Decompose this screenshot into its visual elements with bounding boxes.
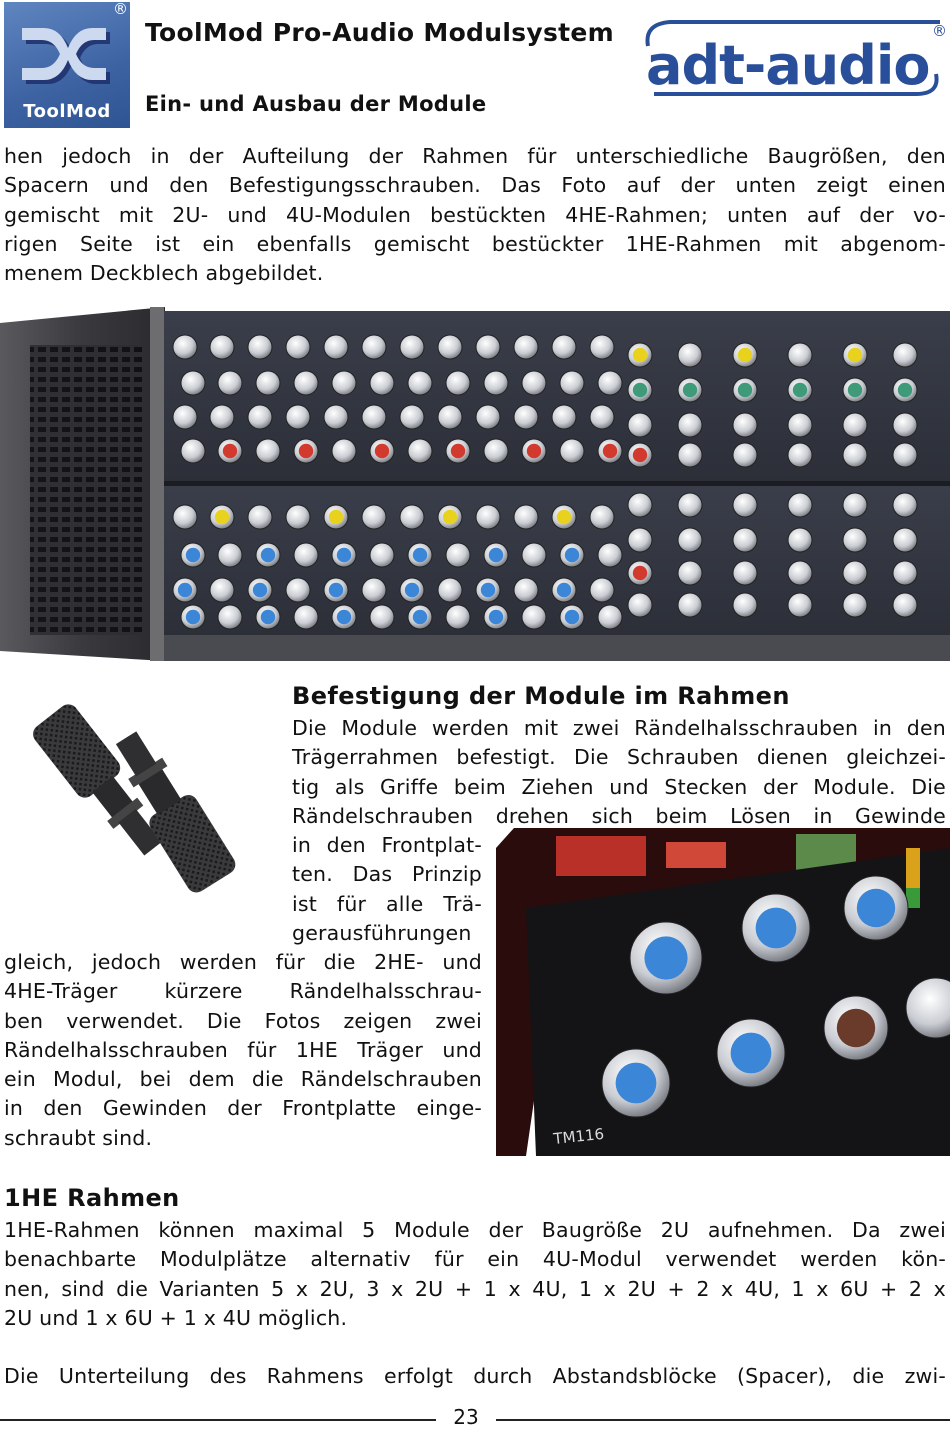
knob [590, 578, 614, 602]
knob [843, 593, 867, 617]
knob-cap [848, 383, 862, 397]
knob [522, 371, 546, 395]
knob [370, 543, 394, 567]
text-line: gemischt mit 2U- und 4U-Modulen bestückten 4HE-Rahmen; unten auf der vo- [4, 202, 946, 227]
knob-cap [215, 510, 229, 524]
knob [210, 335, 234, 359]
header-subtitle: Ein- und Ausbau der Module [145, 92, 487, 116]
knob-cap [261, 548, 275, 562]
knob [476, 405, 500, 429]
knob [843, 561, 867, 585]
header-title: ToolMod Pro-Audio Modulsystem [145, 18, 615, 47]
text-line: 4HE-Träger kürzere Rändelhalsschrau- [4, 979, 482, 1004]
knob [514, 335, 538, 359]
toolmod-wordmark: ToolMod [23, 101, 111, 122]
knob [788, 413, 812, 437]
text-line: Die Module werden mit zwei Rändelhalsschrauben in den [292, 716, 946, 740]
knob [678, 343, 702, 367]
knob [893, 443, 917, 467]
text-line: nen, sind die Varianten 5 x 2U, 3 x 2U + 1 x 4U, 1 x 2U + 2 x 4U, 1 x 6U + 2 x [4, 1276, 946, 1301]
knob-cap [857, 889, 895, 927]
rahmen-paragraph-2 [4, 1362, 946, 1391]
knob-cap [557, 583, 571, 597]
knob [256, 439, 280, 463]
knob [173, 335, 197, 359]
knob-cap [178, 583, 192, 597]
knob [678, 443, 702, 467]
knob-cap [557, 510, 571, 524]
knob [733, 528, 757, 552]
knob-cap [565, 548, 579, 562]
text-line: ein Modul, bei dem die Rändelschrauben [4, 1067, 482, 1092]
knob [733, 593, 757, 617]
text-line: rigen Seite ist ein ebenfalls gemischt bestückter 1HE-Rahmen mit abgenom- [4, 231, 946, 256]
knob [256, 371, 280, 395]
fixing-paragraph-narrow [292, 831, 482, 948]
knob [294, 605, 318, 629]
toolmod-emblem-icon [4, 2, 130, 102]
registered-mark: ® [113, 0, 128, 18]
knob-cap [489, 610, 503, 624]
fixing-paragraph-wide [292, 714, 946, 831]
knob-cap [644, 936, 687, 979]
knob-cap [223, 444, 237, 458]
knob [218, 543, 242, 567]
rahmen-paragraph [4, 1216, 946, 1333]
knob-cap [451, 444, 465, 458]
knob [248, 505, 272, 529]
knob-cap [603, 444, 617, 458]
knob-cap [337, 548, 351, 562]
knob [893, 593, 917, 617]
rack-frame-photo [0, 305, 950, 663]
knob [370, 605, 394, 629]
knob-cap [565, 610, 579, 624]
section-heading-fixing: Befestigung der Module im Rahmen [292, 682, 790, 710]
knob [294, 543, 318, 567]
knob-cap [633, 566, 647, 580]
knob [218, 371, 242, 395]
text-line: ben verwendet. Die Fotos zeigen zwei [4, 1008, 482, 1033]
knob [286, 335, 310, 359]
knob [446, 605, 470, 629]
knob [733, 413, 757, 437]
knob-cap [898, 383, 912, 397]
knob [788, 443, 812, 467]
knob [893, 413, 917, 437]
text-line: menem Deckblech abgebildet. [4, 261, 324, 286]
text-line: Spacern und den Befestigungsschrauben. Das Foto auf der unten zeigt einen [4, 173, 946, 198]
knob-cap [738, 348, 752, 362]
knob-cap [738, 383, 752, 397]
knob [446, 543, 470, 567]
knob-cap [375, 444, 389, 458]
knob [514, 505, 538, 529]
module-label: TM116 [552, 1124, 605, 1148]
knob [522, 543, 546, 567]
text-line: in den Frontplat- [292, 833, 482, 857]
knob-cap [261, 610, 275, 624]
knob [598, 371, 622, 395]
knob [484, 371, 508, 395]
knob [173, 405, 197, 429]
knob-cap [413, 548, 427, 562]
knob [446, 371, 470, 395]
knob [678, 528, 702, 552]
text-line: ist für alle Trä- [292, 891, 482, 916]
text-line: schraubt sind. [4, 1125, 153, 1150]
knob [628, 528, 652, 552]
knob-cap [253, 583, 267, 597]
knob [733, 493, 757, 517]
knob [332, 371, 356, 395]
adt-audio-wordmark: adt-audio [646, 34, 930, 97]
knob [843, 493, 867, 517]
knob [438, 335, 462, 359]
knob-cap [683, 383, 697, 397]
knob [590, 505, 614, 529]
registered-mark-right: ® [932, 22, 947, 40]
knob [362, 335, 386, 359]
knob-cap [413, 610, 427, 624]
knob [400, 505, 424, 529]
knob [893, 343, 917, 367]
knob [514, 405, 538, 429]
knob [484, 439, 508, 463]
knob-cap [329, 583, 343, 597]
knob [362, 578, 386, 602]
knob [788, 343, 812, 367]
knurled-screws-photo [18, 700, 280, 925]
knob [893, 561, 917, 585]
knob [843, 528, 867, 552]
text-line: benachbarte Modulplätze alternativ für ein 4U-Modul verwendet werden kön- [4, 1247, 946, 1272]
knob [181, 439, 205, 463]
knob-cap [329, 510, 343, 524]
knob-cap [481, 583, 495, 597]
page-number: 23 [453, 1405, 479, 1429]
knob [788, 493, 812, 517]
knob [324, 335, 348, 359]
knob [560, 371, 584, 395]
knob [324, 405, 348, 429]
knob-cap [793, 383, 807, 397]
knob-cap [337, 610, 351, 624]
knob [590, 335, 614, 359]
knob [514, 578, 538, 602]
toolmod-logo [4, 2, 130, 128]
knob [678, 413, 702, 437]
knob [788, 561, 812, 585]
text-line: Die Unterteilung des Rahmens erfolgt durch Abstandsblöcke (Spacer), die zwi- [4, 1364, 946, 1388]
knob-cap [756, 908, 797, 949]
knob [294, 371, 318, 395]
knob-cap [633, 448, 647, 462]
knob-cap [527, 444, 541, 458]
text-line: Rändelschrauben drehen sich beim Lösen in Gewinde [292, 803, 946, 828]
knob [598, 543, 622, 567]
knob [438, 578, 462, 602]
text-line: 2U und 1 x 6U + 1 x 4U möglich. [4, 1305, 348, 1330]
knob [181, 371, 205, 395]
knob [286, 578, 310, 602]
knob-cap [443, 510, 457, 524]
knob-cap [731, 1033, 772, 1074]
knob [362, 405, 386, 429]
knob [893, 493, 917, 517]
knob [476, 505, 500, 529]
knob [408, 439, 432, 463]
module-closeup-photo [496, 828, 950, 1156]
text-line: ten. Das Prinzip [292, 862, 482, 887]
knob [628, 413, 652, 437]
intro-paragraph [4, 142, 946, 288]
text-line: in den Gewinden der Frontplatte einge- [4, 1096, 482, 1121]
knob [678, 493, 702, 517]
knob [522, 605, 546, 629]
fixing-paragraph-left [4, 948, 482, 1153]
knob [590, 405, 614, 429]
knob-cap [405, 583, 419, 597]
knob [210, 405, 234, 429]
knob [286, 405, 310, 429]
text-line: hen jedoch in der Aufteilung der Rahmen für unterschiedliche Baugrößen, den [4, 144, 946, 168]
knob [400, 405, 424, 429]
knob [286, 505, 310, 529]
knob [210, 578, 234, 602]
section-heading-1he: 1HE Rahmen [4, 1184, 180, 1212]
knob [598, 605, 622, 629]
knob [733, 443, 757, 467]
knob-cap [299, 444, 313, 458]
knob [552, 335, 576, 359]
knob [788, 528, 812, 552]
text-line: Rändelhalsschrauben für 1HE Träger und [4, 1037, 482, 1062]
footer-rule-right [496, 1419, 950, 1421]
knob-cap [633, 383, 647, 397]
knob [628, 493, 652, 517]
knob [678, 561, 702, 585]
text-line: Trägerrahmen befestigt. Die Schrauben dienen gleichzei- [292, 745, 946, 770]
knob-cap [848, 348, 862, 362]
text-line: 1HE-Rahmen können maximal 5 Module der Baugröße 2U aufnehmen. Da zwei [4, 1218, 946, 1242]
knob [893, 528, 917, 552]
knob-cap [837, 1009, 875, 1047]
knob-cap [633, 348, 647, 362]
text-line: gleich, jedoch werden für die 2HE- und [4, 950, 482, 974]
knob [843, 443, 867, 467]
knob [560, 439, 584, 463]
knob [628, 593, 652, 617]
knob [552, 405, 576, 429]
text-line: gerausführungen [292, 920, 472, 945]
footer-rule-left [0, 1419, 436, 1421]
text-line: tig als Griffe beim Ziehen und Stecken der Module. Die [292, 774, 946, 799]
adt-audio-logo [640, 18, 948, 106]
knob [438, 405, 462, 429]
knob [370, 371, 394, 395]
knob [733, 561, 757, 585]
knob-cap [489, 548, 503, 562]
knob [678, 593, 702, 617]
knob [218, 605, 242, 629]
knob [400, 335, 424, 359]
knob-cap [186, 548, 200, 562]
knob [173, 505, 197, 529]
knob [248, 405, 272, 429]
knob [476, 335, 500, 359]
knob [332, 439, 356, 463]
knob [362, 505, 386, 529]
knob-cap [616, 1063, 657, 1104]
knob [408, 371, 432, 395]
knob-cap [186, 610, 200, 624]
knob [788, 593, 812, 617]
knob [248, 335, 272, 359]
knob [843, 413, 867, 437]
